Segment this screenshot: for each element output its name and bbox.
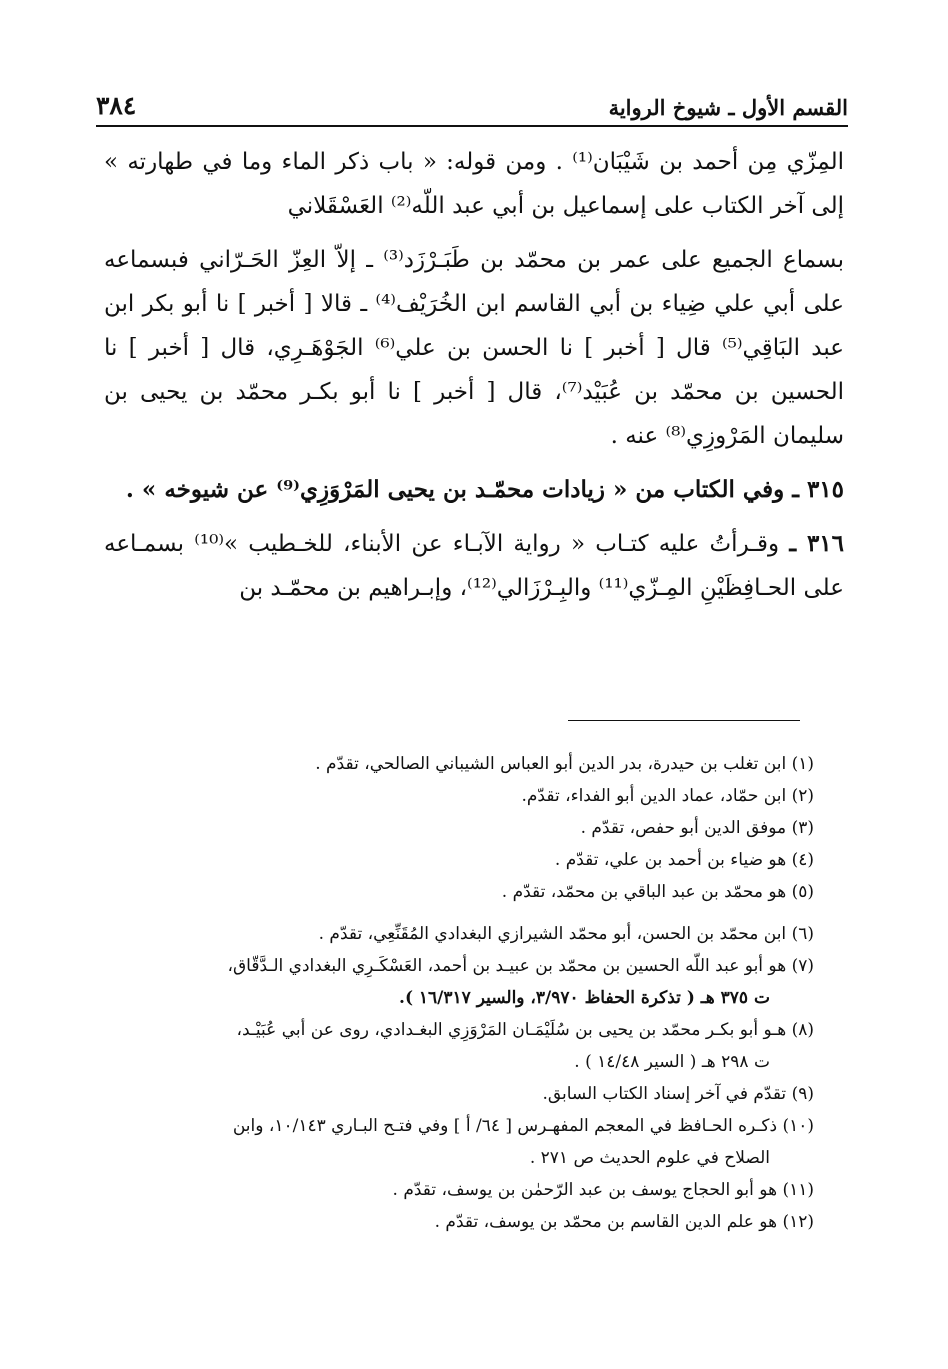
footnote-text: هو ضياء بن أحمد بن علي، تقدّم . xyxy=(554,850,787,870)
footnote-8 xyxy=(100,1014,814,1078)
entry-315-number: ٣١٥ ـ xyxy=(792,476,844,503)
footnote-number: (٣) xyxy=(791,818,814,838)
entry-315 xyxy=(104,468,844,512)
footnote-text: ابن محمّد بن الحسن، أبو محمّد الشيرازي البغدادي المُقَنِّعِي، تقدّم . xyxy=(318,924,787,944)
footnote-number: (٦) xyxy=(791,924,814,944)
running-head: القسم الأول ـ شيوخ الرواية xyxy=(608,95,848,120)
footnote-text: ابن تغلب بن حيدرة، بدر الدين أبو العباس الشيباني الصالحي، تقدّم . xyxy=(315,754,787,774)
footnote-number: (١٢) xyxy=(782,1212,814,1232)
footnote-continuation: ت ٢٩٨ هـ ( السير ١٤/٤٨ ) . xyxy=(574,1052,770,1072)
page-number: ٣٨٤ xyxy=(96,91,137,120)
main-text xyxy=(104,140,844,626)
entry-316-text: وقـرأتُ عليه كتـاب « رواية الآبـاء عن الأبناء، للخـطيب »⁽¹⁰⁾ بسمـاعه على الحـافِظَيْنِ المِـزّي⁽¹¹⁾ والبِـرْزَالي⁽¹²⁾، وإبـراهيم بن محمّـد بن xyxy=(104,531,844,601)
footnote-continuation: الصلاح في علوم الحديث ص ٢٧١ . xyxy=(529,1148,770,1168)
footnote-10 xyxy=(100,1110,814,1174)
paragraph-2: بسماع الجميع على عمر بن محمّد بن طَبَـرْزَد⁽³⁾ ـ إلاّ العِزّ الحَـرّاني فبسماعه على أبي علي ضِياء بن أبي القاسم ابن الخُرَيْف⁽⁴⁾ ـ قالا [ أخبر ] نا أبو بكر ابن عبد البَاقِي⁽⁵⁾ قال [ أخبر ] نا الحسن بن علي⁽⁶⁾ الجَوْهَـرِي، قال [ أخبر ] نا الحسين بن محمّد بن عُبَيْد⁽⁷⁾، قال [ أخبر ] نا أبو بكـر محمّد بن يحيى بن سليمان المَرْوزِي⁽⁸⁾ عنه . xyxy=(104,247,844,449)
footnote-text: موفق الدين أبو حفص، تقدّم . xyxy=(580,818,787,838)
footnote-9 xyxy=(100,1078,814,1110)
paragraph-1: المِزّي مِن أحمد بن شَيْبَان⁽¹⁾ . ومن قوله: « باب ذكر الماء وما في طهارته » إلى آخر الكتاب على إسماعيل بن أبي عبد اللّه⁽²⁾ العَسْقَلاني xyxy=(104,149,844,219)
footnote-4 xyxy=(100,844,814,876)
footnote-5 xyxy=(100,876,814,908)
footnote-text: هو محمّد بن عبد الباقي بن محمّد، تقدّم . xyxy=(501,882,787,902)
footnote-separator xyxy=(568,720,800,721)
footnote-text: هو أبو الحجاج يوسف بن عبد الرّحمٰن بن يوسف، تقدّم . xyxy=(392,1180,778,1200)
entry-316-number: ٣١٦ ـ xyxy=(789,530,845,557)
entry-316 xyxy=(104,522,844,610)
footnote-number: (٩) xyxy=(791,1084,814,1104)
entry-315-text: وفي الكتاب من « زيادات محمّـد بن يحيى المَرْوَزِي⁽⁹⁾ عن شيوخه » . xyxy=(125,476,785,503)
footnote-text: ابن حمّاد، عماد الدين أبو الفداء، تقدّم. xyxy=(521,786,787,806)
footnote-3 xyxy=(100,812,814,844)
footnote-6 xyxy=(100,918,814,950)
footnote-2 xyxy=(100,780,814,812)
footnote-text: تقدّم في آخر إسناد الكتاب السابق. xyxy=(542,1084,787,1104)
footnote-12 xyxy=(100,1206,814,1238)
footnote-number: (١٠) xyxy=(782,1116,814,1136)
footnote-number: (٨) xyxy=(791,1020,814,1040)
footnote-text: ذكـره الحـافظ في المعجم المفهـرس [ ٦٤/ أ ] وفي فتـح البـاري ١٠/١٤٣، وابن xyxy=(232,1116,778,1136)
footnote-11 xyxy=(100,1174,814,1206)
footnote-text: هو أبو عبد اللّه الحسين بن محمّد بن عبيـد بن أحمد، العَسْكَـرِي البغدادي الـدَّقّاق، xyxy=(227,956,787,976)
footnote-number: (٢) xyxy=(791,786,814,806)
footnote-1 xyxy=(100,748,814,780)
footnote-number: (١) xyxy=(791,754,814,774)
header-rule xyxy=(96,125,848,127)
footnote-text: هـو أبو بكـر محمّد بن يحيى بن سُلَيْمَـان المَرْوَزِي البغـدادي، روى عن أبي عُبَيْـد، xyxy=(236,1020,787,1040)
footnote-continuation: ت ٣٧٥ هـ ( تذكرة الحفاظ ٣/٩٧٠، والسير ١٦/٣١٧ ). xyxy=(399,988,770,1008)
footnote-number: (٥) xyxy=(791,882,814,902)
footnote-number: (١١) xyxy=(782,1180,814,1200)
page-header xyxy=(96,84,848,120)
footnote-7 xyxy=(100,950,814,1014)
footnote-number: (٤) xyxy=(791,850,814,870)
footnote-text: هو علم الدين القاسم بن محمّد بن يوسف، تقدّم . xyxy=(434,1212,778,1232)
footnote-number: (٧) xyxy=(791,956,814,976)
footnotes xyxy=(100,748,814,1238)
